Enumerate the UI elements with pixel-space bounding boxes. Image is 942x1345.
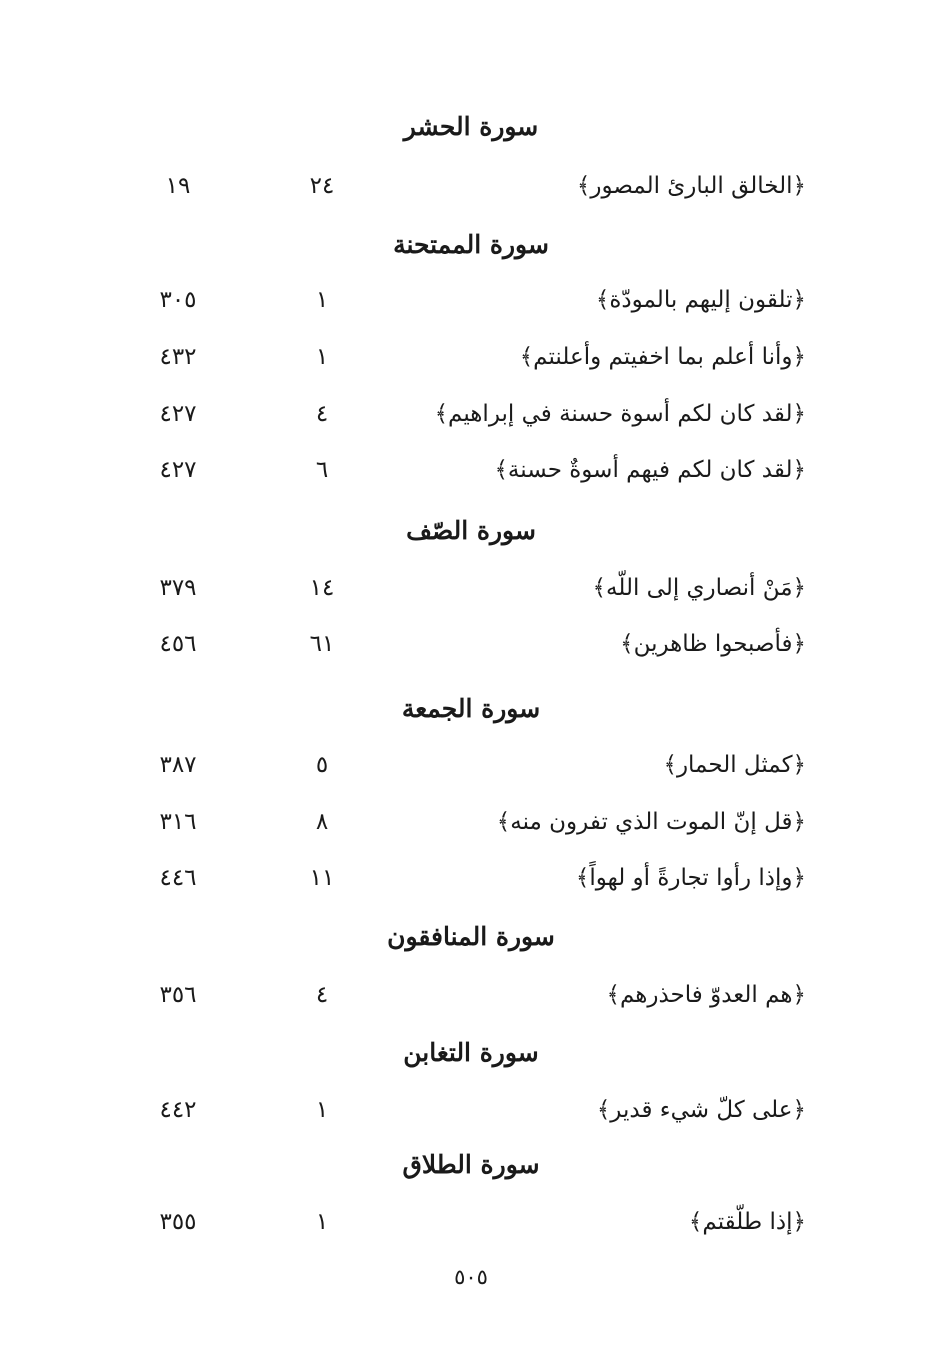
index-entry xyxy=(0,978,942,1012)
page-reference: ٣٨٧ xyxy=(159,752,197,778)
ayah-number: ١ xyxy=(315,287,329,313)
verse-text: ﴿فأصبحوا ظاهرين﴾ xyxy=(620,631,806,657)
verse-text: ﴿لقد كان لكم أسوة حسنة في إبراهيم﴾ xyxy=(434,401,806,427)
ayah-number: ١٤ xyxy=(309,575,335,601)
ayah-number: ١ xyxy=(315,344,329,370)
page-number: ٥٠٥ xyxy=(454,1265,488,1289)
surah-heading: سورة المنافقون xyxy=(387,922,555,951)
page-reference: ٤٤٢ xyxy=(159,1097,197,1123)
verse-text: ﴿وإذا رأوا تجارةً أو لهواً﴾ xyxy=(575,865,806,891)
surah-heading: سورة الصّف xyxy=(406,516,536,545)
ayah-number: ٤ xyxy=(315,401,329,427)
surah-heading: سورة الممتحنة xyxy=(393,230,549,259)
surah-heading: سورة الطلاق xyxy=(402,1150,540,1179)
page-reference: ٤٣٢ xyxy=(159,344,197,370)
page-reference: ١٩ xyxy=(165,173,191,199)
verse-text: ﴿وأنا أعلم بما اخفيتم وأعلنتم﴾ xyxy=(519,344,806,370)
verse-text: ﴿كمثل الحمار﴾ xyxy=(663,752,806,778)
page-reference: ٣٥٥ xyxy=(159,1209,197,1235)
index-entry xyxy=(0,397,942,431)
index-entry xyxy=(0,861,942,895)
verse-text: ﴿تلقون إليهم بالمودّة﴾ xyxy=(595,287,806,313)
page-reference: ٣١٦ xyxy=(159,809,197,835)
page-reference: ٣٧٩ xyxy=(159,575,197,601)
surah-heading: سورة الجمعة xyxy=(401,694,541,723)
index-entry xyxy=(0,1093,942,1127)
index-entry xyxy=(0,283,942,317)
ayah-number: ٨ xyxy=(315,809,329,835)
ayah-number: ٦١ xyxy=(309,631,335,657)
verse-text: ﴿على كلّ شيء قدير﴾ xyxy=(596,1097,806,1123)
index-entry xyxy=(0,169,942,203)
index-entry xyxy=(0,571,942,605)
page-reference: ٤٢٧ xyxy=(159,457,197,483)
ayah-number: ١ xyxy=(315,1097,329,1123)
page-reference: ٤٢٧ xyxy=(159,401,197,427)
verse-text: ﴿قل إنّ الموت الذي تفرون منه﴾ xyxy=(496,809,806,835)
surah-heading: سورة الحشر xyxy=(403,112,539,141)
ayah-number: ٥ xyxy=(315,752,329,778)
index-entry xyxy=(0,748,942,782)
page-reference: ٤٤٦ xyxy=(159,865,197,891)
page-reference: ٤٥٦ xyxy=(159,631,197,657)
index-entry xyxy=(0,805,942,839)
index-entry xyxy=(0,340,942,374)
ayah-number: ٤ xyxy=(315,982,329,1008)
verse-text: ﴿هم العدوّ فاحذرهم﴾ xyxy=(606,982,806,1008)
ayah-number: ٦ xyxy=(315,457,329,483)
index-entry xyxy=(0,1205,942,1239)
index-entry xyxy=(0,453,942,487)
page-reference: ٣٥٦ xyxy=(159,982,197,1008)
ayah-number: ٢٤ xyxy=(309,173,335,199)
index-entry xyxy=(0,627,942,661)
verse-text: ﴿إذا طلّقتم﴾ xyxy=(688,1209,806,1235)
verse-text: ﴿مَنْ أنصاري إلى اللّه﴾ xyxy=(592,575,806,601)
page-reference: ٣٠٥ xyxy=(159,287,197,313)
surah-heading: سورة التغابن xyxy=(403,1038,539,1067)
ayah-number: ١١ xyxy=(309,865,335,891)
verse-text: ﴿لقد كان لكم فيهم أسوةٌ حسنة﴾ xyxy=(494,457,806,483)
ayah-number: ١ xyxy=(315,1209,329,1235)
verse-text: ﴿الخالق البارئ المصور﴾ xyxy=(576,173,806,199)
